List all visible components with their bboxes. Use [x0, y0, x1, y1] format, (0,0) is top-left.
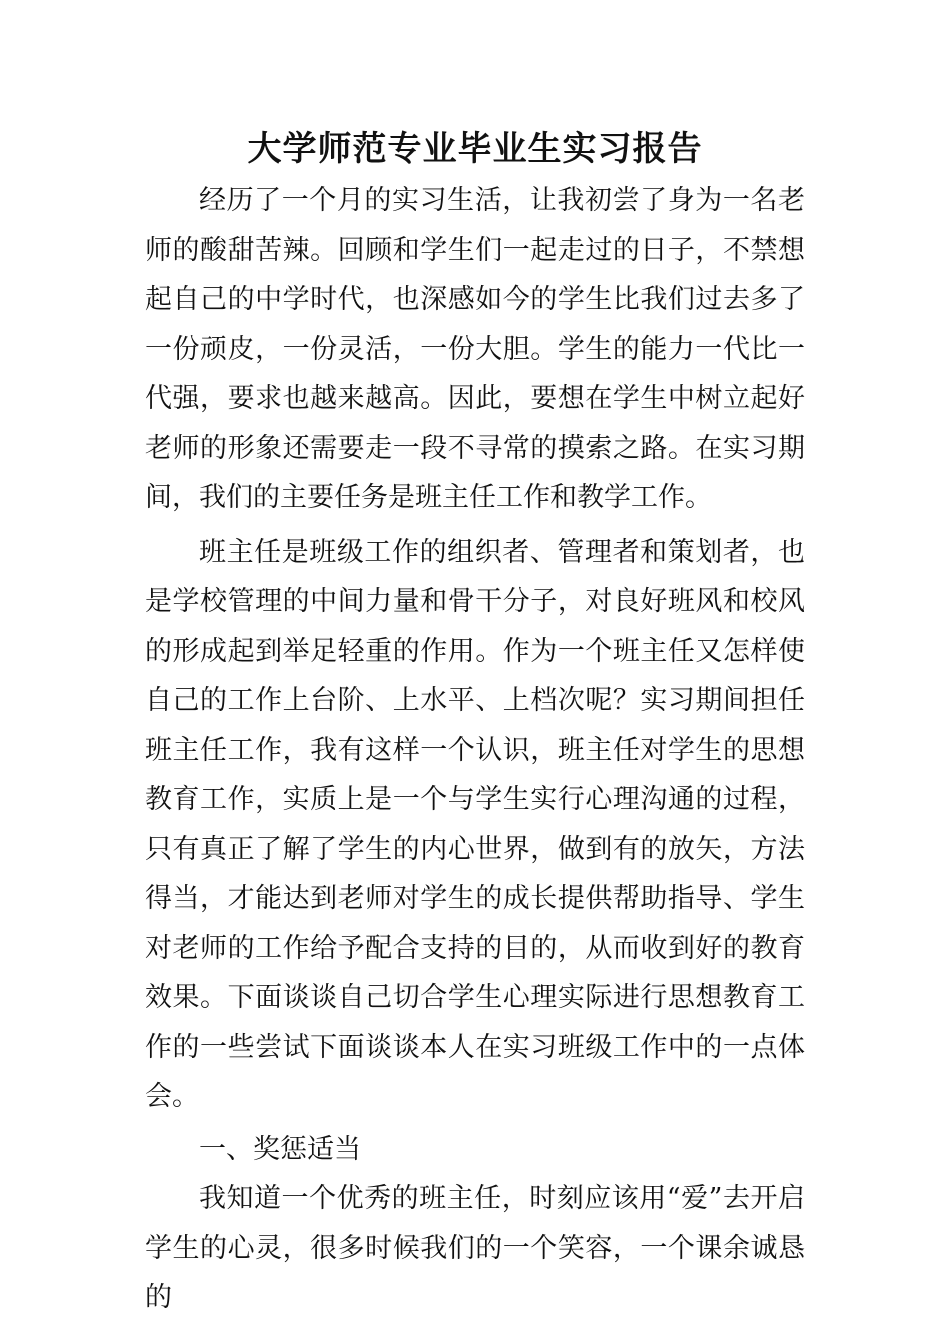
paragraph-head-teacher: 班主任是班级工作的组织者、管理者和策划者，也是学校管理的中间力量和骨干分子，对良好班风和校风的形成起到举足轻重的作用。作为一个班主任又怎样使自己的工作上台阶、上水平、上档次呢？实习期间担任班主任工作，我有这样一个认识，班主任对学生的思想教育工作，实质上是一个与学生实行心理沟通的过程，只有真正了解了学生的内心世界，做到有的放矢，方法得当，才能达到老师对学生的成长提供帮助指导、学生对老师的工作给予配合支持的目的，从而收到好的教育效果。下面谈谈自己切合学生心理实际进行思想教育工作的一些尝试下面谈谈本人在实习班级工作中的一点体会。 [145, 536, 805, 1112]
paragraph-intro: 经历了一个月的实习生活，让我初尝了身为一名老师的酸甜苦辣。回顾和学生们一起走过的日子，不禁想起自己的中学时代，也深感如今的学生比我们过去多了一份顽皮，一份灵活，一份大胆。学生的能力一代比一代强，要求也越来越高。因此，要想在学生中树立起好老师的形象还需要走一段不寻常的摸索之路。在实习期间，我们的主要任务是班主任工作和教学工作。 [145, 185, 805, 513]
document-title: 大学师范专业毕业生实习报告 [247, 129, 703, 169]
section-heading: 一、奖惩适当 [199, 1133, 361, 1165]
paragraph-section-1: 我知道一个优秀的班主任，时刻应该用“爱”去开启学生的心灵，很多时候我们的一个笑容，一个课余诚恳的 [145, 1183, 805, 1313]
document-body [145, 176, 805, 1323]
